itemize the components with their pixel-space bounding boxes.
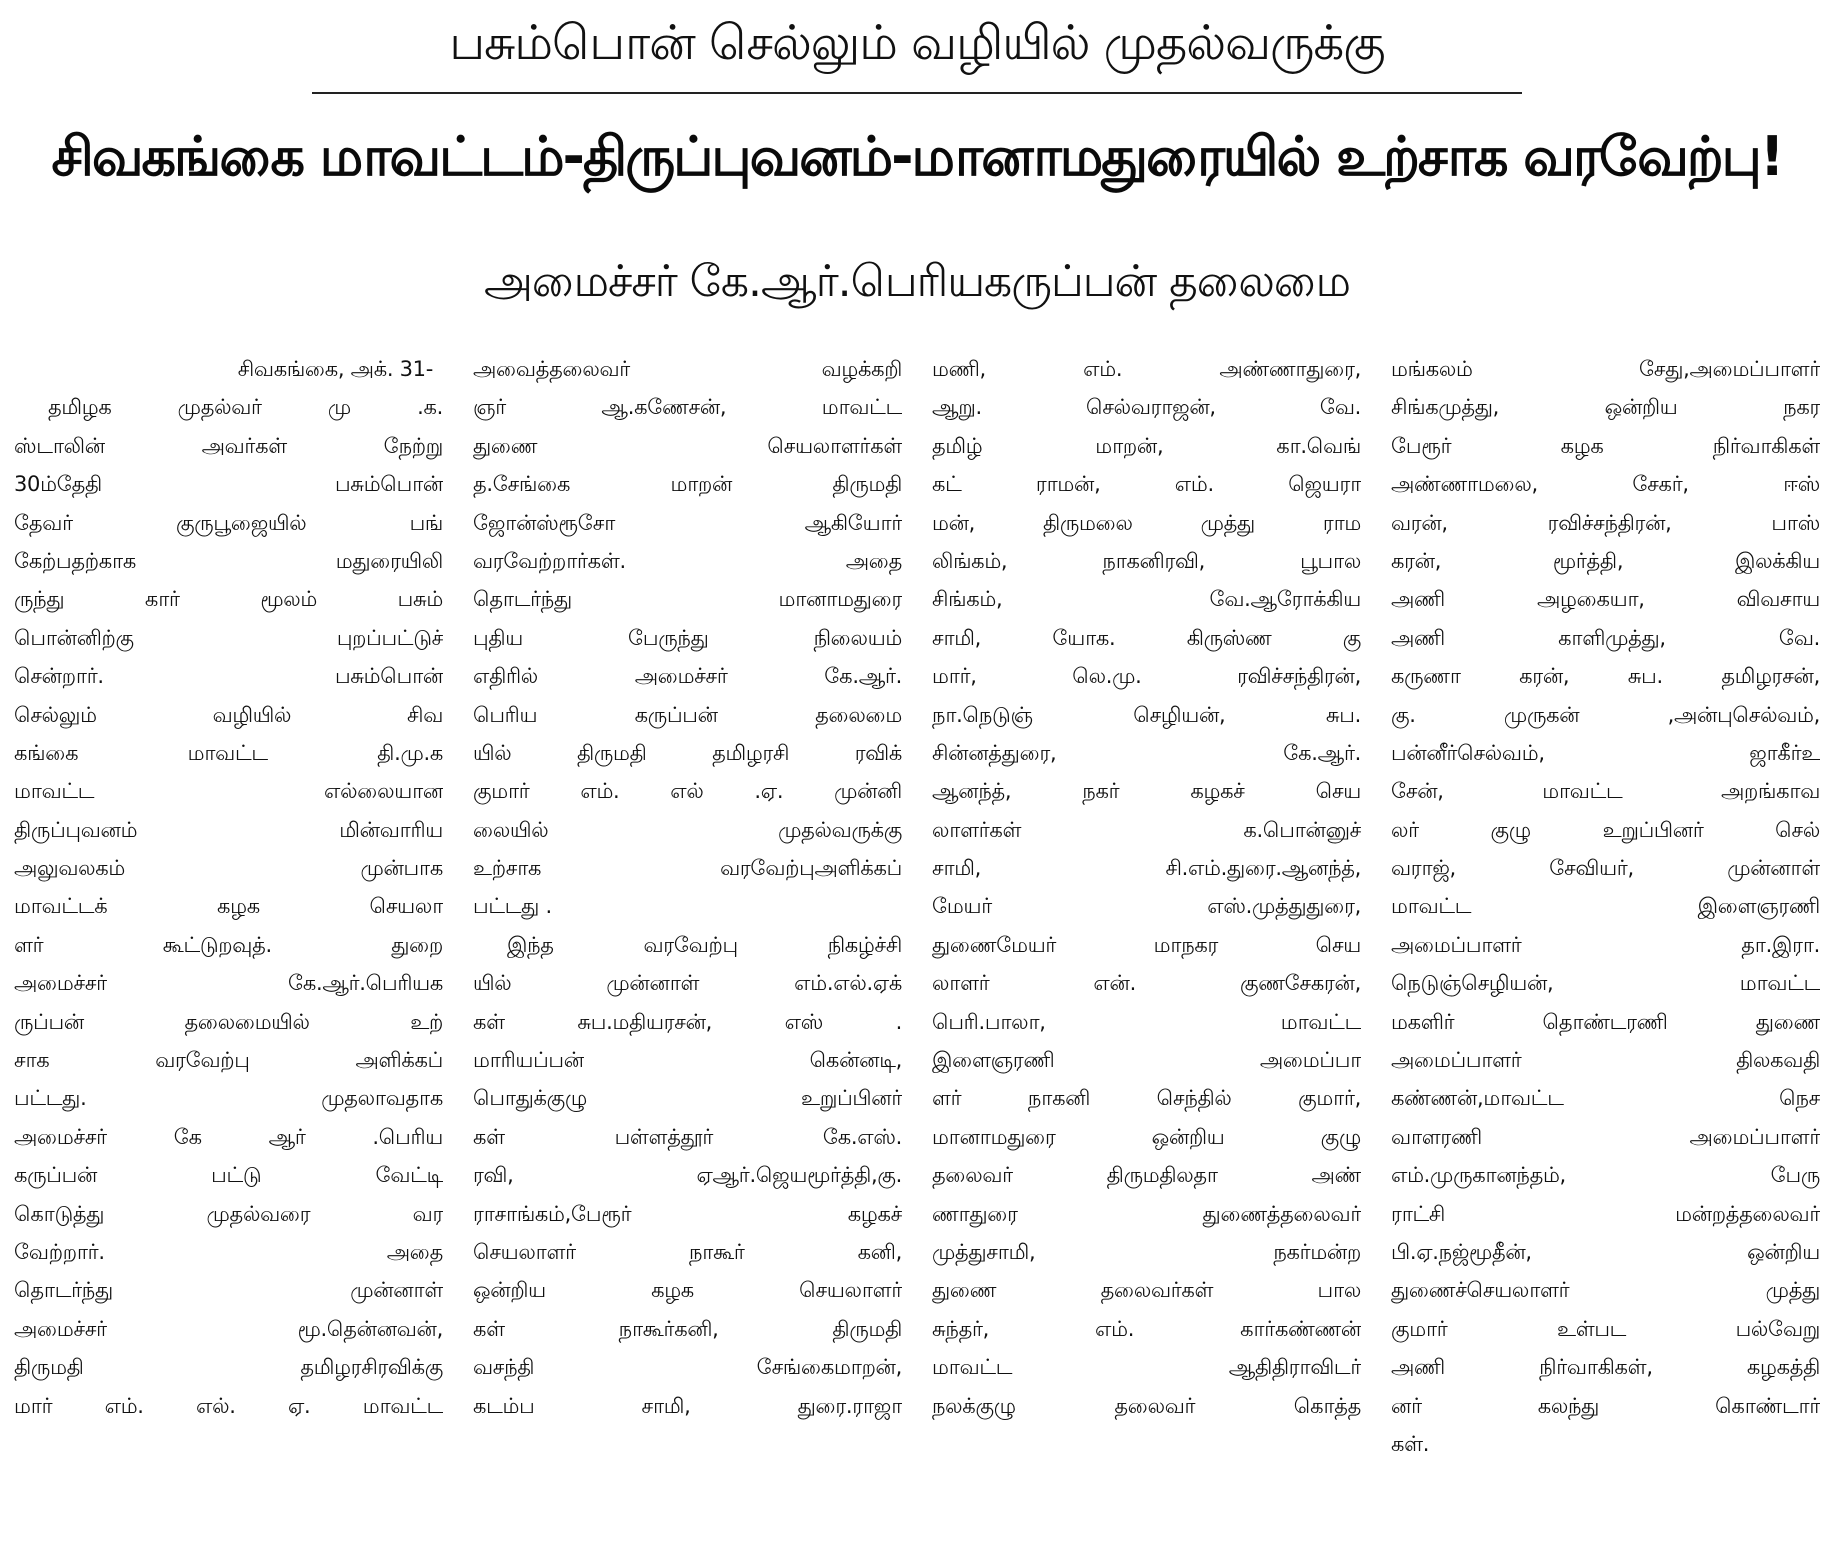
article-line: சிவகங்கை, அக். 31- [237, 357, 433, 381]
article-line: கள். [1391, 1431, 1430, 1456]
article-line: சாமி, சி.எம்.துரை.ஆனந்த், [932, 856, 1361, 881]
article-line: ருப்பன் தலைமையில் உற் [14, 1009, 443, 1034]
article-line: னர் கலந்து கொண்டார் [1391, 1393, 1820, 1418]
article-line: கள் நாகூர்கனி, திருமதி [473, 1316, 902, 1341]
article-line: அலுவலகம் முன்பாக [14, 856, 443, 881]
article-line: கட் ராமன், எம். ஜெயரா [932, 472, 1361, 497]
article-line: லாளர் என். குணசேகரன், [932, 971, 1361, 996]
article-line: இந்த வரவேற்பு நிகழ்ச்சி [507, 932, 902, 957]
article-line: மார், லெ.மு. ரவிச்சந்திரன், [932, 664, 1361, 689]
article-line: கள் பள்ளத்தூர் கே.எஸ். [473, 1124, 902, 1149]
article-line: மங்கலம் சேது,அமைப்பாளர் [1391, 357, 1820, 381]
article-line: த.சேங்கை மாறன் திருமதி [473, 472, 902, 497]
article-line: மாரியப்பன் கென்னடி, [473, 1048, 902, 1073]
article-line: நெடுஞ்செழியன், மாவட்ட [1391, 971, 1820, 996]
article-line: தமிழக முதல்வர் மு .க. [48, 395, 443, 420]
article-line: வாளரணி அமைப்பாளர் [1391, 1124, 1820, 1149]
article-line: கண்ணன்,மாவட்ட நெச [1391, 1086, 1820, 1111]
article-line: கு. முருகன் ,அன்புசெல்வம், [1391, 702, 1820, 727]
article-line: சிங்கம், வே.ஆரோக்கிய [932, 587, 1361, 612]
article-line: இளைஞரணி அமைப்பா [932, 1048, 1361, 1073]
article-line: ரவி, ஏஆர்.ஜெயமூர்த்தி,கு. [473, 1163, 902, 1188]
article-line: கள் சுப.மதியரசன், எஸ் . [473, 1009, 902, 1034]
article-line: நா.நெடுஞ் செழியன், சுப. [932, 702, 1361, 727]
article-line: பட்டது . [473, 894, 552, 919]
article-line: ஒன்றிய கழக செயலாளர் [473, 1278, 902, 1303]
kicker-headline: பசும்பொன் செல்லும் வழியில் முதல்வருக்கு [449, 15, 1385, 71]
article-line: ளர் கூட்டுறவுத். துறை [14, 932, 443, 957]
article-line: மாவட்டக் கழக செயலா [14, 894, 443, 919]
article-line: ஸ்டாலின் அவர்கள் நேற்று [14, 433, 443, 458]
article-line: ளர் நாகனி செந்தில் குமார், [932, 1086, 1361, 1111]
article-line: கங்கை மாவட்ட தி.மு.க [14, 740, 443, 765]
text-column-4 [1391, 350, 1820, 1540]
article-line: சிங்கமுத்து, ஒன்றிய நகர [1391, 395, 1820, 420]
article-line: துணைமேயர் மாநகர செய [932, 932, 1361, 957]
article-line: சேன், மாவட்ட அறங்காவ [1391, 779, 1820, 804]
article-line: தமிழ் மாறன், கா.வெங் [932, 433, 1361, 458]
article-line: ஆனந்த், நகர் கழகச் செய [932, 779, 1361, 804]
article-line: ராட்சி மன்றத்தலைவர் [1391, 1201, 1820, 1226]
article-line: யில் முன்னாள் எம்.எல்.ஏக் [473, 971, 902, 996]
article-line: மாவட்ட இளைஞரணி [1391, 894, 1820, 919]
article-line: வராஜ், சேவியர், முன்னாள் [1391, 856, 1820, 881]
article-line: திருமதி தமிழரசிரவிக்கு [14, 1355, 443, 1380]
article-line: குமார் எம். எல் .ஏ. முன்னி [473, 779, 902, 804]
text-column-3 [932, 350, 1361, 1540]
article-line: கருப்பன் பட்டு வேட்டி [14, 1163, 443, 1188]
article-line: அண்ணாமலை, சேகர், ஈஸ் [1391, 472, 1820, 497]
article-line: மேயர் எஸ்.முத்துதுரை, [932, 894, 1361, 919]
main-headline: சிவகங்கை மாவட்டம்-திருப்புவனம்-மானாமதுரையில் உற்சாக வரவேற்பு! [51, 125, 1783, 188]
article-line: சின்னத்துரை, கே.ஆர். [932, 740, 1361, 765]
article-line: 30ம்தேதி பசும்பொன் [14, 472, 443, 497]
article-line: அணி காளிமுத்து, வே. [1391, 625, 1820, 650]
text-column-1 [14, 350, 443, 1540]
article-line: மாவட்ட எல்லையான [14, 779, 443, 804]
article-line: புதிய பேருந்து நிலையம் [473, 625, 902, 650]
article-line: வரவேற்றார்கள். அதை [473, 548, 902, 573]
article-line: மாவட்ட ஆதிதிராவிடர் [932, 1355, 1361, 1380]
article-line: அமைப்பாளர் திலகவதி [1391, 1048, 1820, 1073]
article-line: மானாமதுரை ஒன்றிய குழு [932, 1124, 1361, 1149]
article-line: கரன், மூர்த்தி, இலக்கிய [1391, 548, 1820, 573]
article-line: துணை செயலாளர்கள் [473, 433, 902, 458]
article-line: கேற்பதற்காக மதுரையிலி [14, 548, 443, 573]
article-line: நலக்குழு தலைவர் கொத்த [932, 1393, 1361, 1418]
article-line: திருப்புவனம் மின்வாரிய [14, 817, 443, 842]
article-line: முத்துசாமி, நகர்மன்ற [932, 1239, 1361, 1264]
article-line: துணை தலைவர்கள் பால [932, 1278, 1361, 1303]
article-line: பி.ஏ.நஜ்மூதீன், ஒன்றிய [1391, 1239, 1820, 1264]
article-line: சாமி, யோக. கிருஸ்ண கு [932, 625, 1361, 650]
article-line: ஞர் ஆ.கணேசன், மாவட்ட [473, 395, 902, 420]
article-line: கடம்ப சாமி, துரை.ராஜா [473, 1393, 902, 1418]
article-line: தொடர்ந்து முன்னாள் [14, 1278, 443, 1303]
article-line: குமார் உள்பட பல்வேறு [1391, 1316, 1820, 1341]
article-line: சுந்தர், எம். கார்கண்ணன் [932, 1316, 1361, 1341]
article-line: பன்னீர்செல்வம், ஜாகீர்உ [1391, 740, 1820, 765]
sub-headline: அமைச்சர் கே.ஆர்.பெரியகருப்பன் தலைமை [484, 256, 1350, 307]
article-line: ஜோன்ஸ்ரூசோ ஆகியோர் [473, 510, 902, 535]
article-line: பெரிய கருப்பன் தலைமை [473, 702, 902, 727]
article-line: கொடுத்து முதல்வரை வர [14, 1201, 443, 1226]
article-line: அமைச்சர் கே ஆர் .பெரிய [14, 1124, 443, 1149]
article-line: அணி நிர்வாகிகள், கழகத்தி [1391, 1355, 1820, 1380]
article-line: எம்.முருகானந்தம், பேரு [1391, 1163, 1820, 1188]
article-line: வசந்தி சேங்கைமாறன், [473, 1355, 902, 1380]
article-line: மகளிர் தொண்டரணி துணை [1391, 1009, 1820, 1034]
article-line: பொதுக்குழு உறுப்பினர் [473, 1086, 902, 1111]
article-line: செயலாளர் நாகூர் கனி, [473, 1239, 902, 1264]
article-line: அமைச்சர் மூ.தென்னவன், [14, 1316, 443, 1341]
article-line: செல்லும் வழியில் சிவ [14, 702, 443, 727]
article-line: ராசாங்கம்,பேரூர் கழகச் [473, 1201, 902, 1226]
text-column-2 [473, 350, 902, 1540]
article-line: மணி, எம். அண்ணாதுரை, [932, 357, 1361, 381]
article-line: மன், திருமலை முத்து ராம [932, 510, 1361, 535]
article-line: மார் எம். எல். ஏ. மாவட்ட [14, 1393, 443, 1418]
article-line: லிங்கம், நாகனிரவி, பூபால [932, 548, 1361, 573]
article-line: உற்சாக வரவேற்புஅளிக்கப் [473, 856, 902, 881]
article-line: லையில் முதல்வருக்கு [473, 817, 902, 842]
article-line: பெரி.பாலா, மாவட்ட [932, 1009, 1361, 1034]
article-line: கருணா கரன், சுப. தமிழரசன், [1391, 664, 1820, 689]
article-line: வேற்றார். அதை [14, 1239, 443, 1264]
article-line: சாக வரவேற்பு அளிக்கப் [14, 1048, 443, 1073]
article-line: லாளர்கள் க.பொன்னுச் [932, 817, 1361, 842]
article-line: எதிரில் அமைச்சர் கே.ஆர். [473, 664, 902, 689]
article-line: வரன், ரவிச்சந்திரன், பாஸ் [1391, 510, 1820, 535]
article-line: அமைச்சர் கே.ஆர்.பெரியக [14, 971, 443, 996]
article-line: ணாதுரை துணைத்தலைவர் [932, 1201, 1361, 1226]
article-line: தேவர் குருபூஜையில் பங் [14, 510, 443, 535]
article-line: தலைவர் திருமதிலதா அண் [932, 1163, 1361, 1188]
article-body [14, 350, 1820, 1540]
article-line: தொடர்ந்து மானாமதுரை [473, 587, 902, 612]
article-line: துணைச்செயலாளர் முத்து [1391, 1278, 1820, 1303]
article-line: லர் குழு உறுப்பினர் செல் [1391, 817, 1820, 842]
article-line: அமைப்பாளர் தா.இரா. [1391, 932, 1820, 957]
article-line: பேரூர் கழக நிர்வாகிகள் [1391, 433, 1820, 458]
article-line: அணி அழகையா, விவசாய [1391, 587, 1820, 612]
article-line: பொன்னிற்கு புறப்பட்டுச் [14, 625, 443, 650]
article-line: ஆறு. செல்வராஜன், வே. [932, 395, 1361, 420]
article-line: ருந்து கார் மூலம் பசும் [14, 587, 443, 612]
article-line: அவைத்தலைவர் வழக்கறி [473, 357, 902, 381]
article-line: பட்டது. முதலாவதாக [14, 1086, 443, 1111]
article-line: சென்றார். பசும்பொன் [14, 664, 443, 689]
article-line: யில் திருமதி தமிழரசி ரவிக் [473, 740, 902, 765]
